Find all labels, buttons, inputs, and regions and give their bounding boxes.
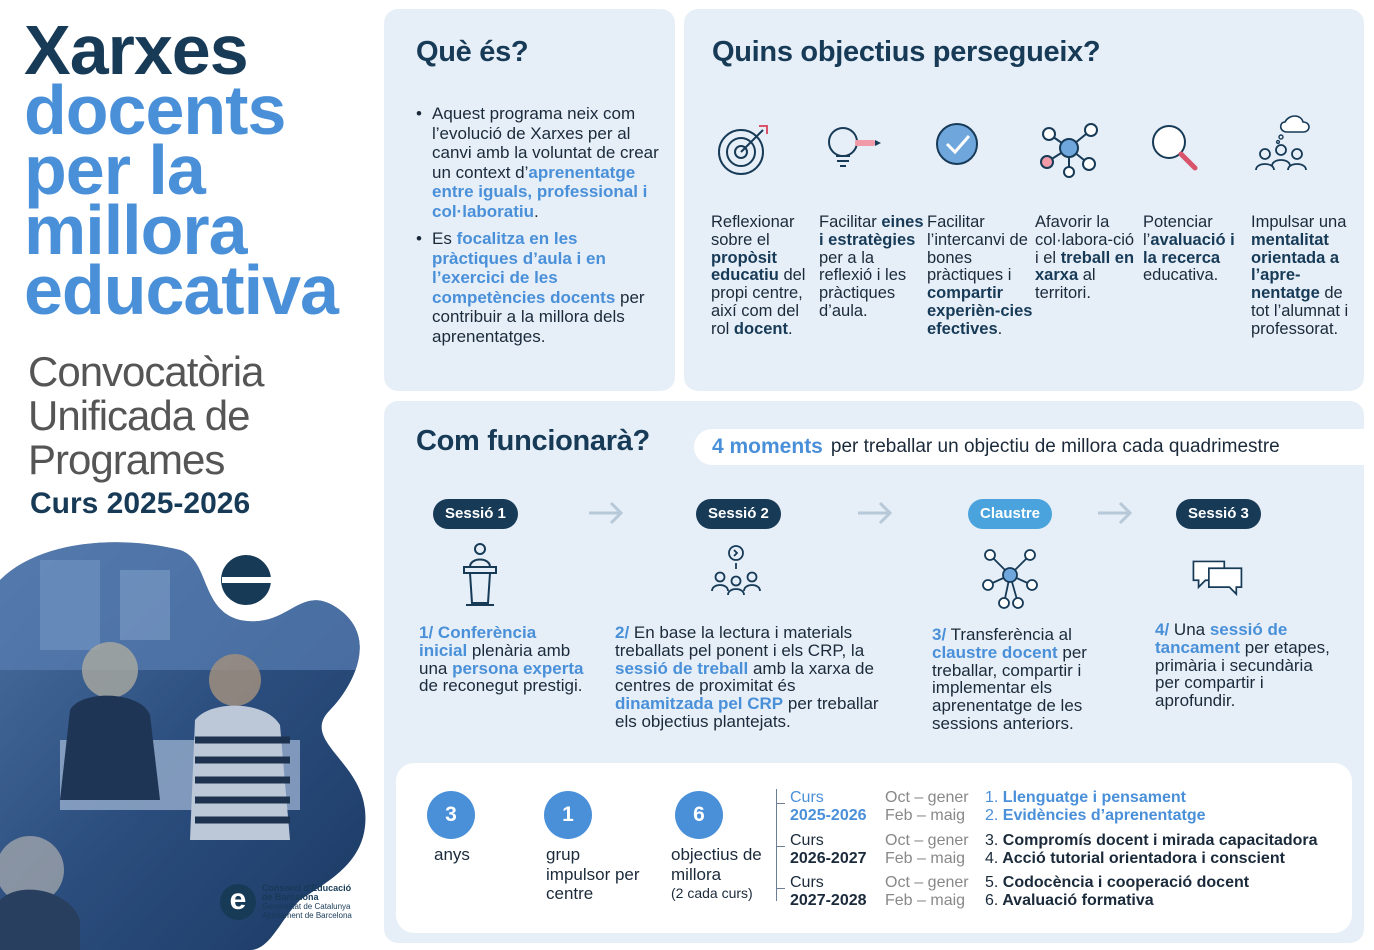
course-year: Curs 2025-2026 xyxy=(30,487,251,520)
objective-text: Facilitar eines i estratègies per a la reflexió i les pràctiques d’aula. xyxy=(819,213,924,320)
team-idea-icon xyxy=(706,541,766,611)
step-description: 3/ Transferència al claustre docent per treballar, compartir i implementar els aprenentatge de les sessions anteriors. xyxy=(932,625,1087,733)
podium-speaker-icon xyxy=(450,541,510,611)
stat-label: objectius de millora (2 cada curs) xyxy=(671,845,762,901)
hands-together-icon xyxy=(980,541,1040,611)
people-thought-icon xyxy=(1251,114,1321,184)
objective-text: Afavorir la col·labora-ció i el treball en xarxa al territori. xyxy=(1035,213,1135,303)
title-line: educativa xyxy=(24,251,338,329)
objective-item xyxy=(1143,114,1249,285)
calendar-periods: Oct – gener Feb – maig xyxy=(885,874,969,909)
que-es-list xyxy=(414,104,664,354)
panel-com-funcionara xyxy=(384,401,1364,943)
objective-item xyxy=(1251,114,1357,339)
subtitle-line: Unificada de xyxy=(28,392,250,439)
moments-banner: 4 moments per treballar un objectiu de millora cada quadrimestre xyxy=(694,429,1366,465)
panel-que-es xyxy=(384,9,675,391)
lightbulb-icon xyxy=(819,114,889,184)
step-description: 2/ En base la lectura i materials treballats pel ponent i els CRP, la sessió de treball amb la xarxa de centres de proximitat és dinamitzada pel CRP per treballar els objectius plantejats. xyxy=(615,623,879,731)
section-title: Què és? xyxy=(416,36,529,68)
step-pill: Sessió 1 xyxy=(433,499,518,529)
logo-text: Consorci d'Educació de Barcelona Generalitat de Catalunya Ajuntament de Barcelona xyxy=(262,883,352,920)
objective-text: Potenciar l’avaluació i la recerca educativa. xyxy=(1143,213,1235,285)
subtitle-line: Programes xyxy=(28,436,225,483)
calendar-lines: 1. Llenguatge i pensament 2. Evidències d’aprenentatge xyxy=(985,789,1206,824)
list-item: • Es focalitza en les pràctiques d’aula i en l’exercici de les competències docents per contribuir a la millora dels aprenentatges. xyxy=(414,229,664,346)
section-title: Quins objectius persegueix? xyxy=(712,36,1101,68)
objective-text: Facilitar l’intercanvi de bones pràctiques i compartir experièn-cies efectives. xyxy=(927,213,1033,338)
calendar-periods: Oct – gener Feb – maig xyxy=(885,789,969,824)
step-description: 4/ Una sessió de tancament per etapes, primària i secundària per compartir i aprofundir. xyxy=(1155,620,1330,711)
objective-item xyxy=(819,114,925,321)
stat-number: 3 xyxy=(427,791,475,839)
calendar-year: Curs 2026-2027 xyxy=(790,832,867,867)
step-pill: Sessió 2 xyxy=(696,499,781,529)
list-item: • Aquest programa neix com l’evolució de Xarxes per al canvi amb la voluntat de crear un context d’aprenentatge entre iguals, professional i col·laboratiu. xyxy=(414,104,664,221)
objective-item xyxy=(1035,114,1141,303)
title-line: per la xyxy=(24,131,205,209)
calendar-lines: 5. Codocència i cooperació docent 6. Avaluació formativa xyxy=(985,874,1250,909)
arrow-right-icon xyxy=(587,498,627,528)
title-line: docents xyxy=(24,71,286,149)
stat-label: grup impulsor per centre xyxy=(546,845,640,903)
magnifier-icon xyxy=(1143,114,1213,184)
objective-text: Impulsar una mentalitat orientada a l’apre-nentatge de tot l’alumnat i professorat. xyxy=(1251,213,1349,338)
step-pill: Sessió 3 xyxy=(1176,499,1261,529)
title-line: Xarxes xyxy=(24,11,248,89)
calendar-year: Curs 2027-2028 xyxy=(790,874,867,909)
bracket-divider xyxy=(776,789,788,901)
ceb-logo xyxy=(220,884,352,920)
chat-bubbles-icon xyxy=(1190,541,1250,611)
panel-objectius xyxy=(684,9,1364,391)
subtitle xyxy=(28,350,368,482)
calendar-periods: Oct – gener Feb – maig xyxy=(885,832,969,867)
logo-e-icon: e xyxy=(220,884,256,920)
step-description: 1/ Conferència inicial plenària amb una persona experta de reconegut prestigi. xyxy=(419,623,584,696)
arrow-right-icon xyxy=(856,498,896,528)
stats-box xyxy=(396,763,1352,933)
objective-item xyxy=(711,114,817,339)
stat-number: 6 xyxy=(675,791,723,839)
stat-number: 1 xyxy=(544,791,592,839)
stat-label: anys xyxy=(434,845,470,864)
network-icon xyxy=(1035,114,1105,184)
title-line: millora xyxy=(24,191,247,269)
arrow-right-icon xyxy=(1096,498,1136,528)
subtitle-line: Convocatòria xyxy=(28,348,264,395)
calendar-year: Curs 2025-2026 xyxy=(790,789,867,824)
calendar-lines: 3. Compromís docent i mirada capacitadora 4. Acció tutorial orientadora i conscient xyxy=(985,832,1318,867)
target-icon xyxy=(711,114,781,184)
checkmark-icon xyxy=(927,114,997,184)
objective-text: Reflexionar sobre el propòsit educatiu del propi centre, així com del rol docent. xyxy=(711,213,806,338)
section-title: Com funcionarà? xyxy=(416,425,650,457)
main-title xyxy=(24,11,374,329)
objective-item xyxy=(927,114,1033,339)
step-pill: Claustre xyxy=(968,499,1052,529)
